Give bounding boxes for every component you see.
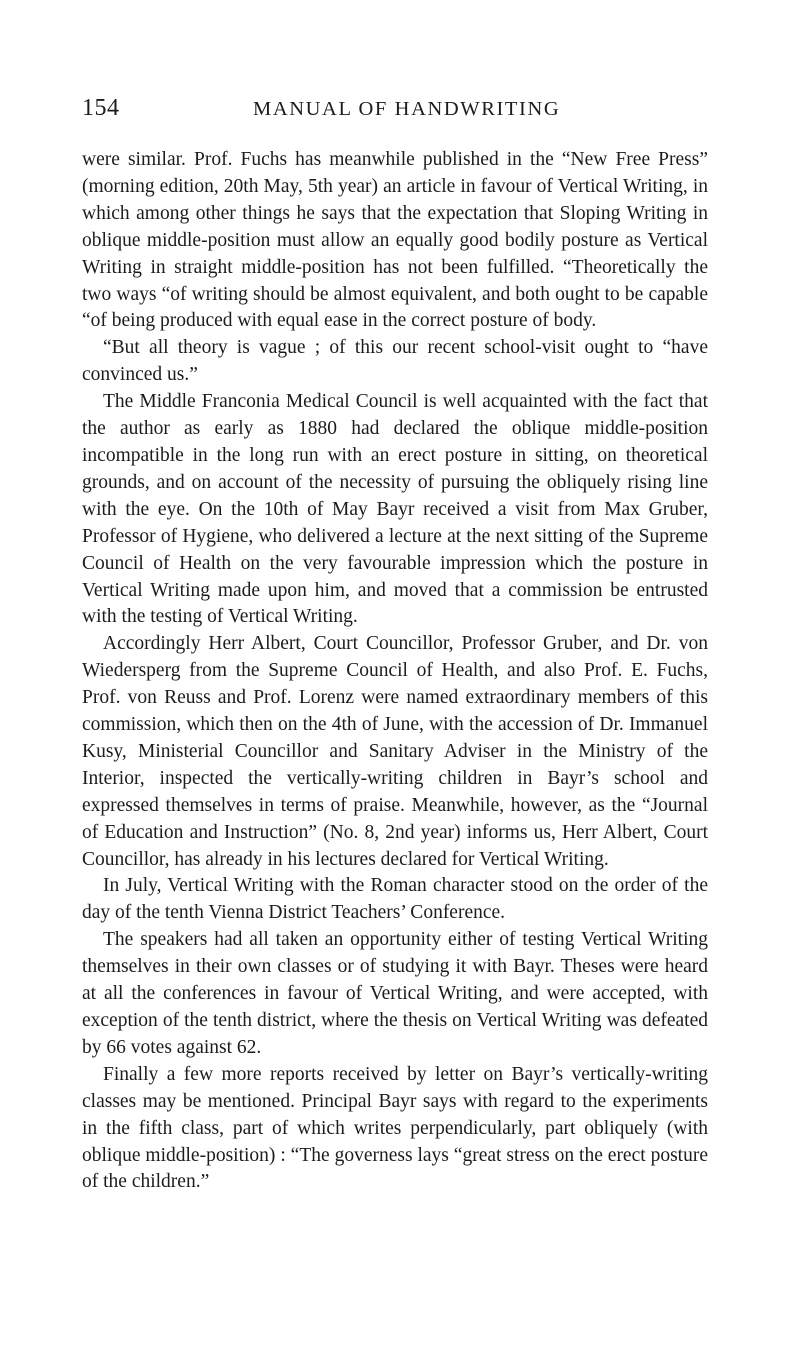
paragraph-2: “But all theory is vague ; of this our recent school-visit ought to “have convinced us.” [82, 337, 708, 386]
running-title: MANUAL OF HANDWRITING [253, 98, 561, 120]
paragraph-3: The Middle Franconia Medical Council is well acquainted with the fact that the author as early as 1880 had declared the oblique middle-position incompatible in the long run with an erect posture in sitting, on theoretical grounds, and on account of the necessity of pursuing the obliquely rising line with the eye. On the 10th of May Bayr received a visit from Max Gruber, Professor of Hygiene, who delivered a lecture at the next sitting of the Supreme Council of Health on the very favourable impression which the posture in Vertical Writing made upon him, and moved that a commission be entrusted with the testing of Vertical Writing. [82, 391, 708, 628]
paragraph-7: Finally a few more reports received by letter on Bayr’s vertically-writing classes may be mentioned. Principal Bayr says with regard to the experiments in the fifth class, part of which writes perpendicularly, part obliquely (with oblique middle-position) : “The governess lays “great stress on the erect posture of the children.” [82, 1063, 708, 1193]
running-head [82, 93, 707, 123]
paragraph-4: Accordingly Herr Albert, Court Councillor, Professor Gruber, and Dr. von Wiedersperg from the Supreme Council of Health, and also Prof. E. Fuchs, Prof. von Reuss and Prof. Lorenz were named extraordinary members of this commission, which then on the 4th of June, with the accession of Dr. Immanuel Kusy, Ministerial Councillor and Sanitary Adviser in the Ministry of the Interior, inspected the vertically-writing children in Bayr’s school and expressed themselves in terms of praise. Meanwhile, however, as the “Journal of Education and Instruction” (No. 8, 2nd year) informs us, Herr Albert, Court Councillor, has already in his lectures declared for Vertical Writing. [82, 633, 708, 870]
page-number: 154 [82, 95, 120, 121]
paragraph-1: were similar. Prof. Fuchs has meanwhile published in the “New Free Press” (morning edition, 20th May, 5th year) an article in favour of Vertical Writing, in which among other things he says that the expectation that Sloping Writing in oblique middle-position must allow an equally good bodily posture as Vertical Writing in straight middle-position has not been fulfilled. “Theoretically the two ways “of writing should be almost equivalent, and both ought to be capable “of being produced with equal ease in the correct posture of body. [82, 149, 708, 332]
paragraph-6: The speakers had all taken an opportunity either of testing Vertical Writing themselves in their own classes or of studying it with Bayr. Theses were heard at all the conferences in favour of Vertical Writing, and were accepted, with exception of the tenth district, where the thesis on Vertical Writing was defeated by 66 votes against 62. [82, 929, 708, 1058]
body-text [82, 147, 708, 1196]
paragraph-5: In July, Vertical Writing with the Roman character stood on the order of the day of the tenth Vienna District Teachers’ Conference. [82, 875, 708, 924]
